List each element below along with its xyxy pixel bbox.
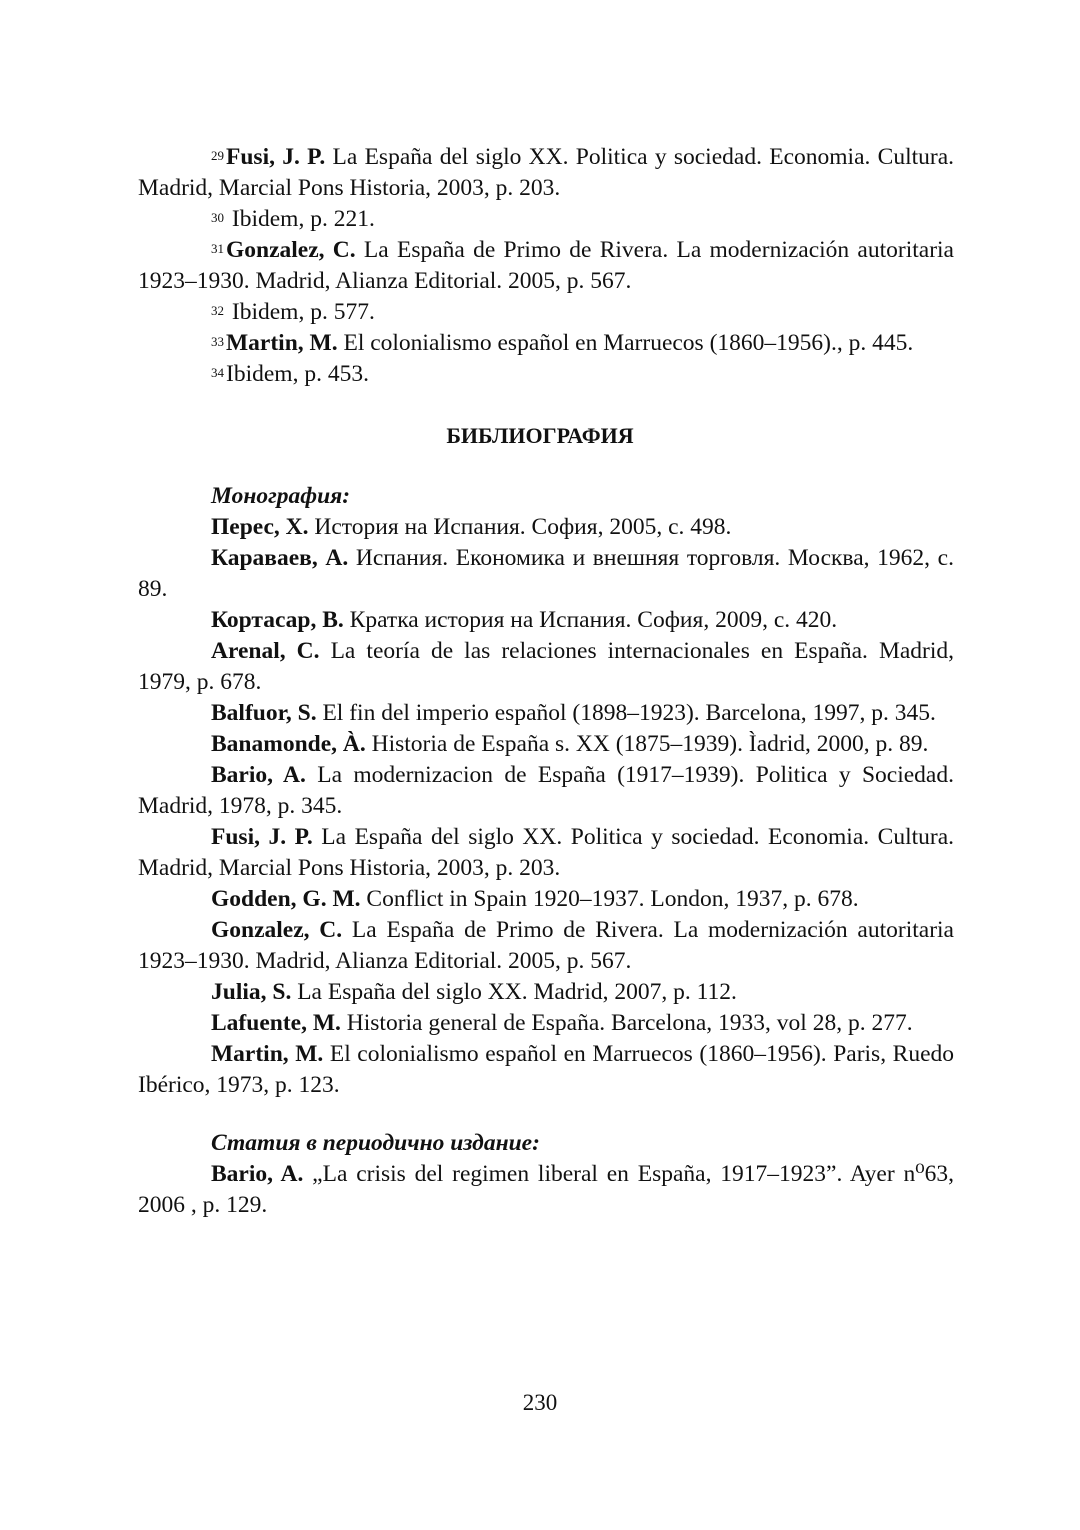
entry-text: Кратка история на Испания. София, 2009, с. 420. bbox=[343, 607, 838, 633]
entry-author: Martin, M. bbox=[211, 1041, 324, 1067]
footnote-text: Ibidem, p. 453. bbox=[226, 361, 369, 387]
entry-text: Historia general de España. Barcelona, 1933, vol 28, p. 277. bbox=[340, 1010, 913, 1036]
entry-author: Караваев, А. bbox=[211, 545, 349, 571]
entry-text: La teoría de las relaciones internacionales en España. Madrid, 1979, p. 678. bbox=[138, 638, 954, 695]
entry-text: La España de Primo de Rivera. La modernización autoritaria 1923–1930. Madrid, Alianza Editorial. 2005, p. 567. bbox=[138, 917, 954, 974]
entry-author: Julia, S. bbox=[211, 979, 292, 1005]
entry-author: Кортасар, В. bbox=[211, 607, 344, 633]
entry-text: История на Испания. София, 2005, с. 498. bbox=[308, 514, 732, 540]
footnote-author: Martin, M. bbox=[226, 330, 338, 356]
bibliography-entry bbox=[138, 729, 954, 760]
footnote bbox=[138, 328, 954, 359]
footnote-author: Gonzalez, C. bbox=[226, 237, 356, 263]
footnote-number: 29 bbox=[211, 148, 224, 163]
footnote-text: Ibidem, p. 221. bbox=[226, 206, 375, 232]
bibliography-entry bbox=[138, 512, 954, 543]
entry-text: Historia de España s. XX (1875–1939). Ìadrid, 2000, p. 89. bbox=[365, 731, 929, 757]
monographs-section bbox=[138, 481, 954, 1101]
entry-author: Godden, G. M. bbox=[211, 886, 361, 912]
footnote bbox=[138, 142, 954, 204]
bibliography-entry bbox=[138, 1008, 954, 1039]
footnote-number: 30 bbox=[211, 210, 224, 225]
entry-text: „La crisis del regimen liberal en España, 1917–1923”. Ayer n⁰63, 2006 , p. 129. bbox=[138, 1161, 955, 1218]
entry-author: Перес, Х. bbox=[211, 514, 309, 540]
footnotes-section bbox=[138, 142, 954, 390]
entry-author: Bario, A. bbox=[211, 762, 306, 788]
bibliography-entry bbox=[138, 543, 954, 605]
monographs-subheading: Монография: bbox=[211, 483, 351, 509]
footnote-text: La España del siglo XX. Politica y sociedad. Economia. Cultura. Madrid, Marcial Pons Historia, 2003, p. 203. bbox=[138, 144, 955, 201]
articles-subheading: Статия в периодично издание: bbox=[211, 1130, 540, 1156]
entry-author: Bario, A. bbox=[211, 1161, 304, 1187]
entry-author: Lafuente, M. bbox=[211, 1010, 341, 1036]
bibliography-entry bbox=[138, 605, 954, 636]
footnote-author: Fusi, J. P. bbox=[226, 144, 326, 170]
bibliography-entry bbox=[138, 884, 954, 915]
footnote-text: El colonialismo español en Marruecos (1860–1956)., p. 445. bbox=[337, 330, 914, 356]
entry-author: Balfuor, S. bbox=[211, 700, 317, 726]
entry-text: El colonialismo español en Marruecos (1860–1956). Paris, Ruedo Ibérico, 1973, p. 123. bbox=[138, 1041, 954, 1098]
bibliography-entry bbox=[138, 698, 954, 729]
entry-author: Banamonde, À. bbox=[211, 731, 366, 757]
entry-text: La modernizacion de España (1917–1939). Politica y Sociedad. Madrid, 1978, p. 345. bbox=[138, 762, 954, 819]
entry-author: Arenal, C. bbox=[211, 638, 320, 664]
bibliography-heading: БИБЛИОГРАФИЯ bbox=[446, 423, 634, 448]
footnote bbox=[138, 297, 954, 328]
articles-section bbox=[138, 1128, 954, 1221]
footnote bbox=[138, 359, 954, 390]
footnote bbox=[138, 204, 954, 235]
entry-text: Conflict in Spain 1920–1937. London, 1937, p. 678. bbox=[360, 886, 859, 912]
bibliography-entry bbox=[138, 1159, 954, 1221]
footnote-number: 33 bbox=[211, 334, 224, 349]
footnote-number: 34 bbox=[211, 365, 224, 380]
footnote-text: La España de Primo de Rivera. La modernización autoritaria 1923–1930. Madrid, Alianza Editorial. 2005, p. 567. bbox=[138, 237, 954, 294]
bibliography-entry bbox=[138, 636, 954, 698]
footnote bbox=[138, 235, 954, 297]
entry-text: El fin del imperio español (1898–1923). Barcelona, 1997, p. 345. bbox=[316, 700, 936, 726]
entry-author: Gonzalez, C. bbox=[211, 917, 343, 943]
footnote-number: 31 bbox=[211, 241, 224, 256]
entry-author: Fusi, J. P. bbox=[211, 824, 313, 850]
bibliography-entry bbox=[138, 915, 954, 977]
footnote-text: Ibidem, p. 577. bbox=[226, 299, 375, 325]
page-number: 230 bbox=[522, 1390, 558, 1415]
bibliography-entry bbox=[138, 977, 954, 1008]
bibliography-entry bbox=[138, 822, 954, 884]
bibliography-entry bbox=[138, 1039, 954, 1101]
bibliography-entry bbox=[138, 760, 954, 822]
entry-text: La España del siglo XX. Politica y sociedad. Economia. Cultura. Madrid, Marcial Pons Historia, 2003, p. 203. bbox=[138, 824, 955, 881]
entry-text: Испания. Економика и внешняя торговля. Москва, 1962, с. 89. bbox=[138, 545, 954, 602]
footnote-number: 32 bbox=[211, 303, 224, 318]
entry-text: La España del siglo XX. Madrid, 2007, p. 112. bbox=[291, 979, 737, 1005]
